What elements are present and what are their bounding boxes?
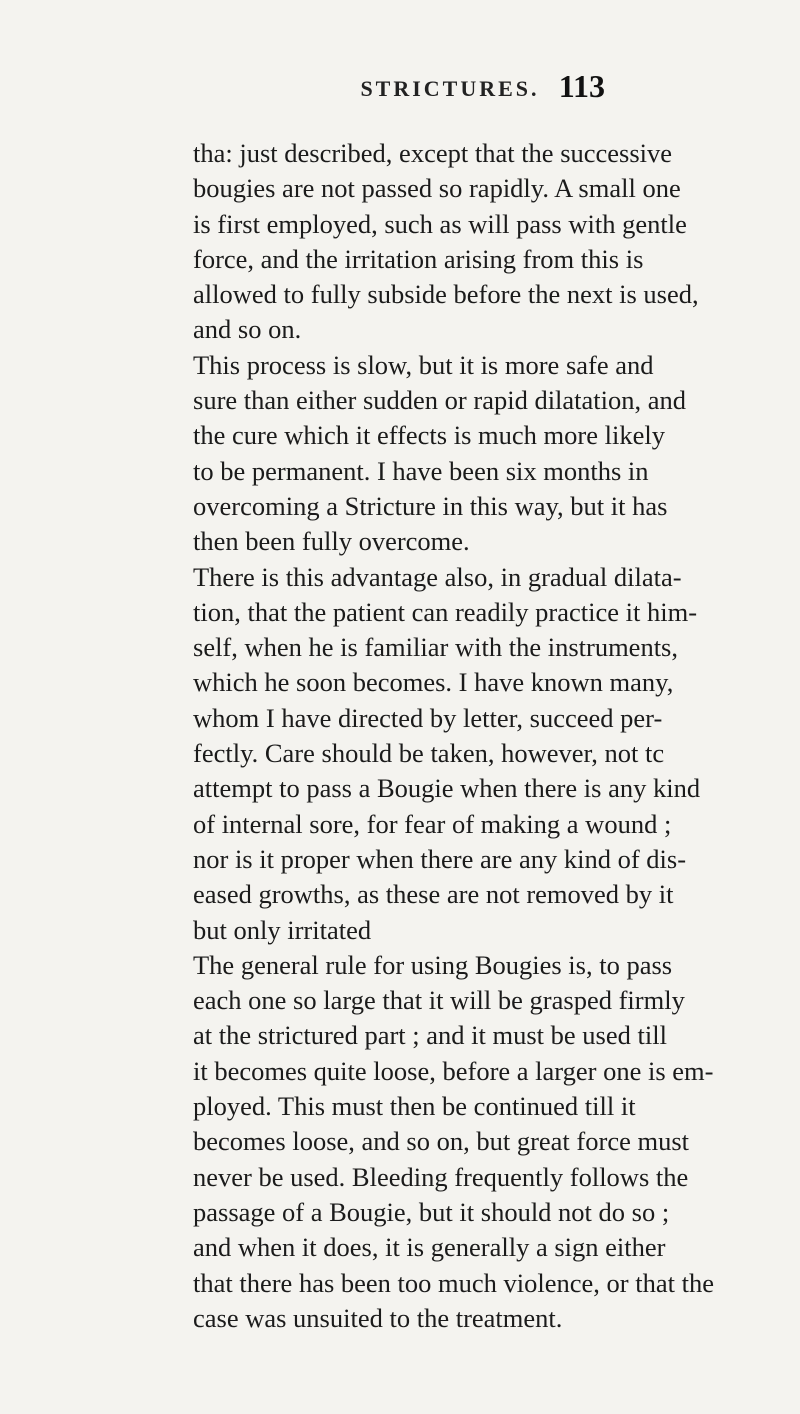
body-text — [193, 136, 714, 1336]
text-line: at the strictured part ; and it must be used till — [193, 1020, 667, 1051]
text-line: each one so large that it will be grasped firmly — [193, 985, 685, 1016]
paragraph-4 — [193, 948, 714, 1336]
text-line: case was unsuited to the treatment. — [193, 1302, 563, 1333]
text-line: passage of a Bougie, but it should not do so ; — [193, 1196, 670, 1227]
text-line: whom I have directed by letter, succeed per- — [193, 702, 663, 733]
paragraph-3 — [193, 560, 701, 948]
text-line: attempt to pass a Bougie when there is any kind — [193, 773, 701, 804]
text-line: then been fully overcome. — [193, 526, 470, 557]
text-line: that there has been too much violence, or that the — [193, 1267, 714, 1298]
text-line: This process is slow, but it is more safe and — [193, 349, 654, 380]
text-line: self, when he is familiar with the instruments, — [193, 632, 678, 663]
text-line: but only irritated — [193, 914, 372, 945]
text-line: sure than either sudden or rapid dilatation, and — [193, 385, 687, 416]
text-line: is first employed, such as will pass with gentle — [193, 208, 687, 239]
text-line: bougies are not passed so rapidly. A small one — [193, 173, 681, 204]
text-line: overcoming a Stricture in this way, but it has — [193, 490, 668, 521]
text-line: tion, that the patient can readily practice it him- — [193, 596, 698, 627]
running-title: STRICTURES. — [360, 76, 540, 101]
text-line: allowed to fully subside before the next is used, — [193, 279, 699, 310]
text-line: The general rule for using Bougies is, to pass — [193, 949, 673, 980]
text-line: to be permanent. I have been six months in — [193, 455, 649, 486]
text-line: it becomes quite loose, before a larger one is em- — [193, 1055, 714, 1086]
paragraph-2 — [193, 348, 687, 560]
text-line: ployed. This must then be continued till it — [193, 1091, 636, 1122]
text-line: and when it does, it is generally a sign either — [193, 1232, 666, 1263]
text-line: fectly. Care should be taken, however, not tc — [193, 738, 665, 769]
text-line: which he soon becomes. I have known many, — [193, 667, 674, 698]
page-number: 113 — [558, 68, 605, 104]
text-line: never be used. Bleeding frequently follows the — [193, 1161, 689, 1192]
text-line: tha: just described, except that the successive — [193, 138, 673, 168]
text-line: force, and the irritation arising from this is — [193, 243, 644, 274]
text-line: becomes loose, and so on, but great force must — [193, 1126, 690, 1157]
text-line: nor is it proper when there are any kind of dis- — [193, 843, 687, 874]
text-line: and so on. — [193, 314, 302, 345]
text-line: of internal sore, for fear of making a wound ; — [193, 808, 672, 839]
text-line: There is this advantage also, in gradual dilata- — [193, 561, 682, 592]
text-line: the cure which it effects is much more likely — [193, 420, 665, 451]
text-line: eased growths, as these are not removed by it — [193, 879, 674, 910]
paragraph-1 — [193, 136, 699, 348]
